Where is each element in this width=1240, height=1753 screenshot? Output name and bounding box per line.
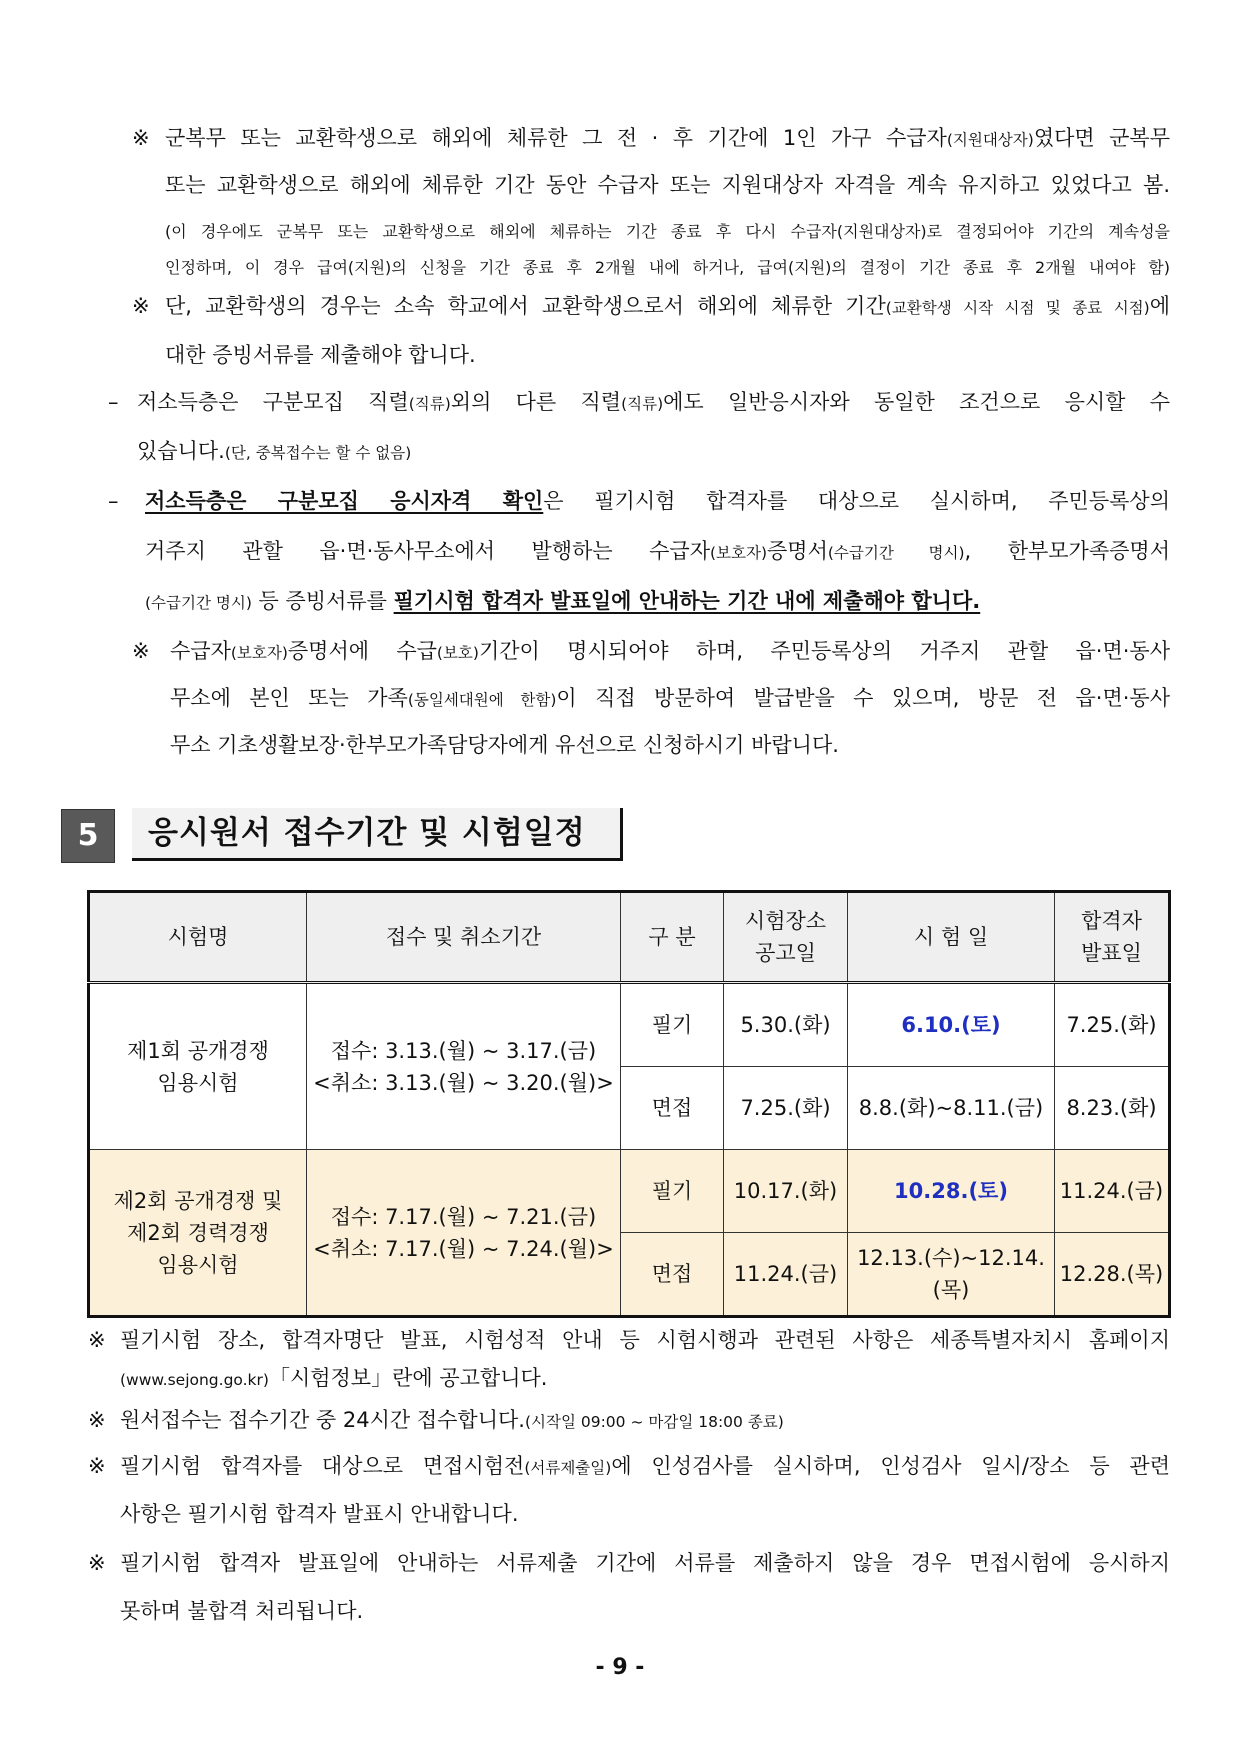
section-title-box bbox=[132, 808, 623, 861]
note-mark: ※ bbox=[88, 1454, 106, 1478]
header-exam-date: 시 험 일 bbox=[848, 892, 1055, 983]
bullet-dash: – bbox=[108, 390, 119, 414]
note-mark: ※ bbox=[88, 1328, 106, 1352]
note-line: 군복무 또는 교환학생으로 해외에 체류한 그 전 · 후 기간에 1인 가구 수급자(지원대상자)였다면 군복무 bbox=[165, 126, 1170, 150]
exam-name-cell: 제2회 공개경쟁 및 제2회 경력경쟁 임용시험 bbox=[89, 1150, 307, 1317]
note-line: 인정하며, 이 경우 급여(지원)의 신청을 기간 종료 후 2개월 내에 하거나, 급여(지원)의 결정이 기간 종료 후 2개월 내여야 함) bbox=[165, 258, 1170, 277]
header-period: 접수 및 취소기간 bbox=[307, 892, 621, 983]
bullet-line: 저소득층은 구분모집 직렬(직류)외의 다른 직렬(직류)에도 일반응시자와 동일한 조건으로 응시할 수 bbox=[137, 390, 1170, 414]
note-line: 수급자(보호자)증명서에 수급(보호)기간이 명시되어야 하며, 주민등록상의 거주지 관할 읍·면·동사 bbox=[170, 639, 1170, 663]
note-mark: ※ bbox=[88, 1408, 106, 1432]
venue-date-cell: 11.24.(금) bbox=[724, 1233, 848, 1317]
exam-date-cell: 10.28.(토) bbox=[848, 1150, 1055, 1233]
note-mark: ※ bbox=[132, 294, 150, 318]
venue-date-cell: 7.25.(화) bbox=[724, 1067, 848, 1150]
type-cell: 필기 bbox=[621, 983, 724, 1067]
exam-date-cell: 12.13.(수)~12.14.(목) bbox=[848, 1233, 1055, 1317]
exam-date-cell: 8.8.(화)~8.11.(금) bbox=[848, 1067, 1055, 1150]
note-line: 원서접수는 접수기간 중 24시간 접수합니다.(시작일 09:00 ~ 마감일 18:00 종료) bbox=[120, 1408, 784, 1432]
note-line: 무소 기초생활보장·한부모가족담당자에게 유선으로 신청하시기 바랍니다. bbox=[170, 733, 839, 757]
note-line: 필기시험 장소, 합격자명단 발표, 시험성적 안내 등 시험시행과 관련된 사항은 세종특별자치시 홈페이지 bbox=[120, 1328, 1170, 1352]
header-result-date: 합격자 발표일 bbox=[1055, 892, 1170, 983]
note-line: 대한 증빙서류를 제출해야 합니다. bbox=[165, 343, 476, 367]
schedule-table bbox=[87, 890, 1171, 1318]
result-date-cell: 8.23.(화) bbox=[1055, 1067, 1170, 1150]
note-line: 또는 교환학생으로 해외에 체류한 기간 동안 수급자 또는 지원대상자 자격을 계속 유지하고 있었다고 봄. bbox=[165, 173, 1170, 197]
note-line: 무소에 본인 또는 가족(동일세대원에 한함)이 직접 방문하여 발급받을 수 있으며, 방문 전 읍·면·동사 bbox=[170, 686, 1170, 710]
result-date-cell: 12.28.(목) bbox=[1055, 1233, 1170, 1317]
note-line: 필기시험 합격자를 대상으로 면접시험전(서류제출일)에 인성검사를 실시하며, 인성검사 일시/장소 등 관련 bbox=[120, 1454, 1171, 1478]
section-title: 응시원서 접수기간 및 시험일정 bbox=[148, 815, 586, 851]
bullet-line: 있습니다.(단, 중복접수는 할 수 없음) bbox=[137, 439, 412, 463]
type-cell: 면접 bbox=[621, 1067, 724, 1150]
bullet-line: 저소득층은 구분모집 응시자격 확인은 필기시험 합격자를 대상으로 실시하며, 주민등록상의 bbox=[145, 489, 1170, 513]
note-mark: ※ bbox=[132, 126, 150, 150]
result-date-cell: 7.25.(화) bbox=[1055, 983, 1170, 1067]
bullet-line: (수급기간 명시) 등 증빙서류를 필기시험 합격자 발표일에 안내하는 기간 내에 제출해야 합니다. bbox=[145, 589, 981, 613]
page-number: - 9 - bbox=[595, 1655, 645, 1680]
venue-date-cell: 10.17.(화) bbox=[724, 1150, 848, 1233]
note-mark: ※ bbox=[88, 1551, 106, 1575]
note-line: 사항은 필기시험 합격자 발표시 안내합니다. bbox=[120, 1502, 519, 1526]
type-cell: 면접 bbox=[621, 1233, 724, 1317]
table-row bbox=[89, 1150, 1170, 1233]
header-venue-date: 시험장소 공고일 bbox=[724, 892, 848, 983]
header-type: 구 분 bbox=[621, 892, 724, 983]
bullet-dash: – bbox=[108, 489, 119, 513]
note-mark: ※ bbox=[132, 639, 150, 663]
type-cell: 필기 bbox=[621, 1150, 724, 1233]
bullet-line: 거주지 관할 읍·면·동사무소에서 발행하는 수급자(보호자)증명서(수급기간 명시), 한부모가족증명서 bbox=[145, 539, 1170, 563]
note-line: 못하며 불합격 처리됩니다. bbox=[120, 1599, 364, 1623]
note-line: (www.sejong.go.kr)「시험정보」란에 공고합니다. bbox=[120, 1366, 548, 1390]
note-line: 단, 교환학생의 경우는 소속 학교에서 교환학생으로서 해외에 체류한 기간(교환학생 시작 시점 및 종료 시점)에 bbox=[165, 294, 1171, 318]
header-exam-name: 시험명 bbox=[89, 892, 307, 983]
exam-name-cell: 제1회 공개경쟁 임용시험 bbox=[89, 983, 307, 1150]
period-cell: 접수: 7.17.(월) ~ 7.21.(금) <취소: 7.17.(월) ~ 7.24.(월)> bbox=[307, 1150, 621, 1317]
note-line: 필기시험 합격자 발표일에 안내하는 서류제출 기간에 서류를 제출하지 않을 경우 면접시험에 응시하지 bbox=[120, 1551, 1170, 1575]
table-row bbox=[89, 983, 1170, 1067]
result-date-cell: 11.24.(금) bbox=[1055, 1150, 1170, 1233]
section-number: 5 bbox=[62, 810, 114, 862]
note-line: (이 경우에도 군복무 또는 교환학생으로 해외에 체류하는 기간 종료 후 다시 수급자(지원대상자)로 결정되어야 기간의 계속성을 bbox=[165, 222, 1170, 241]
venue-date-cell: 5.30.(화) bbox=[724, 983, 848, 1067]
period-cell: 접수: 3.13.(월) ~ 3.17.(금) <취소: 3.13.(월) ~ 3.20.(월)> bbox=[307, 983, 621, 1150]
table-header-row bbox=[89, 892, 1170, 983]
exam-date-cell: 6.10.(토) bbox=[848, 983, 1055, 1067]
